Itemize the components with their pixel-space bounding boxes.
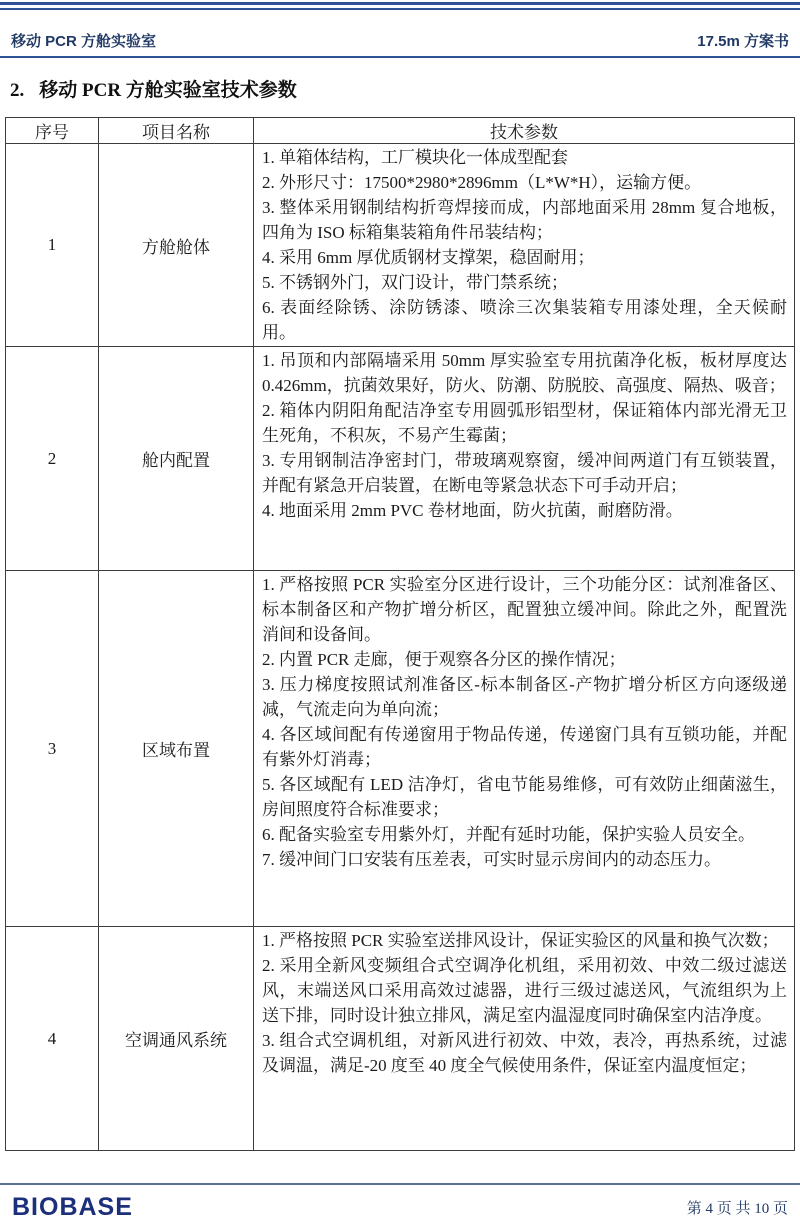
column-header-name: 项目名称: [99, 118, 254, 144]
top-rule-thin: [0, 8, 800, 10]
row-number-cell: 4: [6, 927, 99, 1151]
row-number-cell: 1: [6, 144, 99, 347]
biobase-logo: BIOBASE: [12, 1193, 133, 1221]
param-item: 1. 吊顶和内部隔墙采用 50mm 厚实验室专用抗菌净化板，板材厚度达 0.426mm，抗菌效果好，防火、防潮、防脱胶、高强度、隔热、吸音；: [262, 351, 787, 395]
param-item: 3. 整体采用钢制结构折弯焊接而成，内部地面采用 28mm 复合地板，四角为 ISO 标箱集装箱角件吊装结构；: [262, 198, 787, 242]
param-item: 3. 压力梯度按照试剂准备区-标本制备区-产物扩增分析区方向逐级递减，气流走向为单向流；: [262, 675, 787, 719]
param-item: 2. 采用全新风变频组合式空调净化机组，采用初效、中效二级过滤送风，末端送风口采用高效过滤器，进行三级过滤送风，气流组织为上送下排，同时设计独立排风，满足室内温湿度同时确保室内洁净度。: [262, 956, 787, 1025]
row-params-cell: [254, 144, 795, 347]
param-item: 1. 严格按照 PCR 实验室分区进行设计，三个功能分区：试剂准备区、标本制备区和产物扩增分析区，配置独立缓冲间。除此之外，配置洗消间和设备间。: [262, 575, 787, 644]
top-rule-thick: [0, 2, 800, 5]
param-item: 2. 外形尺寸：17500*2980*2896mm（L*W*H），运输方便。: [262, 173, 702, 192]
spec-table: [5, 117, 795, 1151]
table-row: [6, 927, 795, 1151]
param-item: 2. 内置 PCR 走廊，便于观察各分区的操作情况；: [262, 650, 626, 669]
column-header-params: 技术参数: [254, 118, 795, 144]
param-item: 1. 单箱体结构，工厂模块化一体成型配套: [262, 148, 568, 167]
table-body: [6, 144, 795, 1151]
row-name-cell: 空调通风系统: [99, 927, 254, 1151]
table-header-row: [6, 118, 795, 144]
page-header: [0, 30, 800, 51]
row-name-cell: 区域布置: [99, 571, 254, 927]
param-item: 1. 严格按照 PCR 实验室送排风设计，保证实验区的风量和换气次数；: [262, 931, 779, 950]
row-params-cell: [254, 927, 795, 1151]
header-right-text: 17.5m 方案书: [697, 33, 789, 50]
document-page: [0, 2, 800, 1222]
param-item: 2. 箱体内阴阳角配洁净室专用圆弧形铝型材，保证箱体内部光滑无卫生死角，不积灰，不易产生霉菌；: [262, 401, 787, 445]
row-number-cell: 3: [6, 571, 99, 927]
row-params-cell: [254, 571, 795, 927]
param-item: 7. 缓冲间门口安装有压差表，可实时显示房间内的动态压力。: [262, 850, 721, 869]
param-item: 6. 表面经除锈、涂防锈漆、喷涂三次集装箱专用漆处理，全天候耐用。: [262, 298, 787, 342]
param-item: 6. 配备实验室专用紫外灯，并配有延时功能，保护实验人员安全。: [262, 825, 755, 844]
section-title: [10, 75, 800, 102]
param-item: 5. 各区域配有 LED 洁净灯，省电节能易维修，可有效防止细菌滋生，房间照度符合标准要求；: [262, 775, 787, 819]
table-row: [6, 347, 795, 571]
param-item: 4. 采用 6mm 厚优质钢材支撑架，稳固耐用；: [262, 248, 595, 267]
header-rule: [0, 56, 800, 58]
param-item: 4. 地面采用 2mm PVC 卷材地面，防火抗菌，耐磨防滑。: [262, 501, 683, 520]
param-item: 3. 专用钢制洁净密封门，带玻璃观察窗，缓冲间两道门有互锁装置，并配有紧急开启装置，在断电等紧急状态下可手动开启；: [262, 451, 787, 495]
row-params-cell: [254, 347, 795, 571]
column-header-no: 序号: [6, 118, 99, 144]
param-item: 4. 各区域间配有传递窗用于物品传递，传递窗门具有互锁功能，并配有紫外灯消毒；: [262, 725, 787, 769]
row-name-cell: 舱内配置: [99, 347, 254, 571]
param-item: 5. 不锈钢外门，双门设计，带门禁系统；: [262, 273, 568, 292]
row-number-cell: 2: [6, 347, 99, 571]
table-row: [6, 144, 795, 347]
header-left-text: 移动 PCR 方舱实验室: [11, 33, 157, 50]
page-number-text: 第 4 页 共 10 页: [686, 1201, 788, 1217]
section-title-text: 移动 PCR 方舱实验室技术参数: [39, 80, 297, 101]
page-footer: [0, 1185, 800, 1222]
table-row: [6, 571, 795, 927]
row-name-cell: 方舱舱体: [99, 144, 254, 347]
param-item: 3. 组合式空调机组，对新风进行初效、中效，表冷，再热系统，过滤及调温，满足-20 度至 40 度全气候使用条件，保证室内温度恒定；: [262, 1031, 787, 1075]
section-number: 2.: [10, 80, 25, 101]
